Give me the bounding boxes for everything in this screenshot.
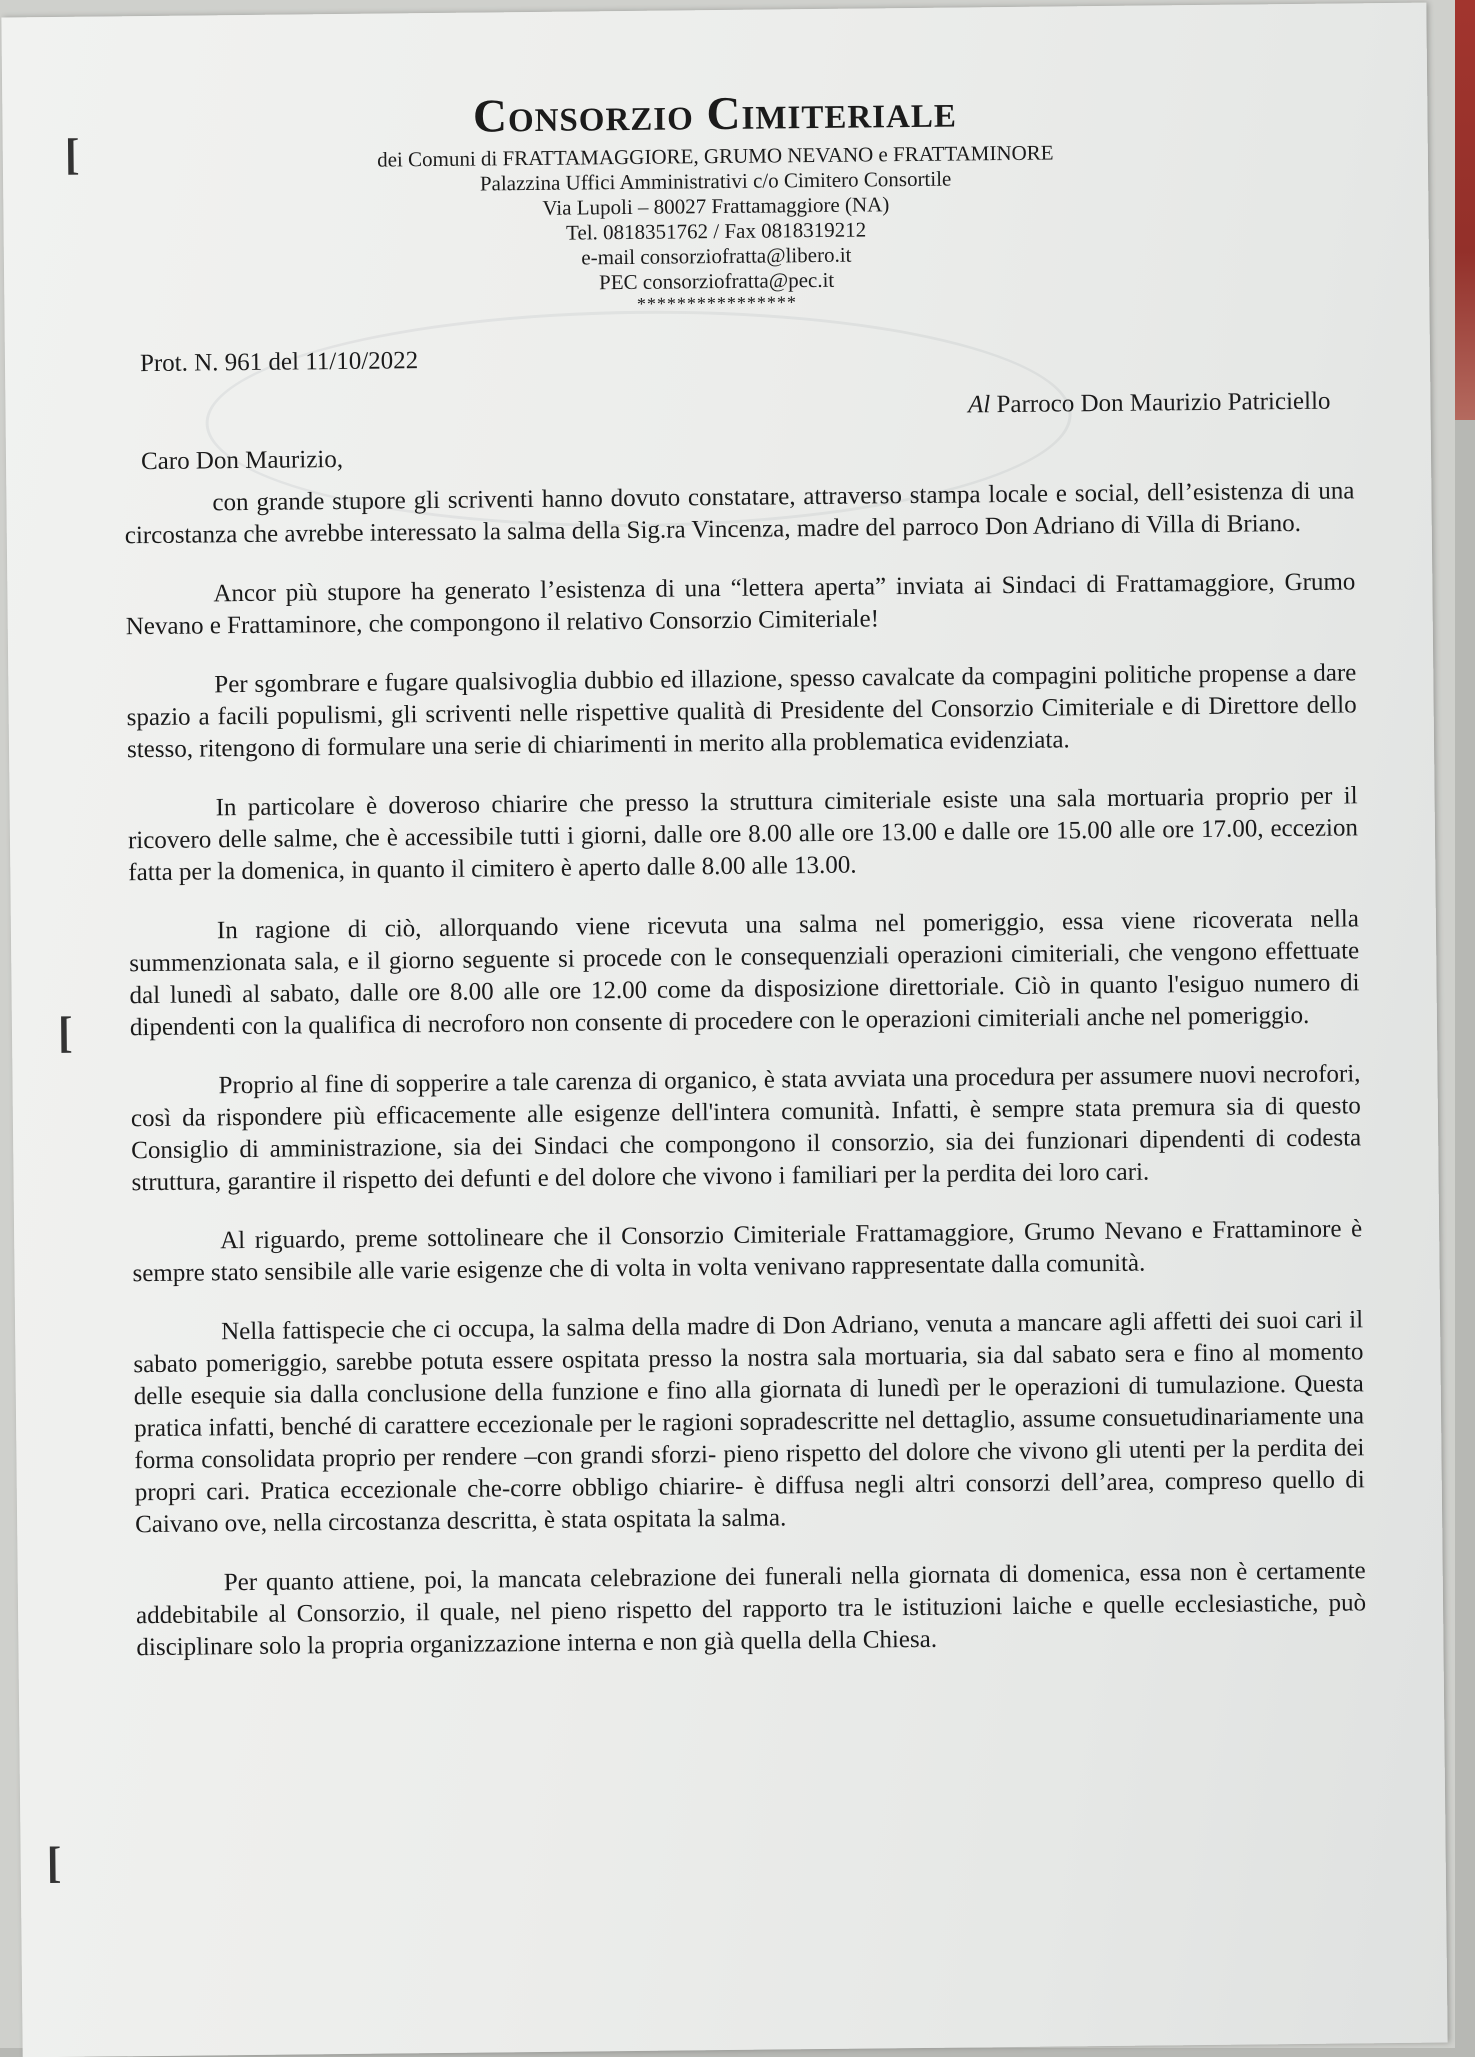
addressee-prefix: Al	[967, 391, 991, 419]
body-paragraph: Proprio al fine di sopperire a tale carenza di organico, è stata avviata una procedura per assumere nuovi necrofori, così da rispondere più efficacemente alle esigenze dell'intera comunità. Infatti, è sempre stata premura sia di questo Consiglio di amministrazione, sia dei Sindaci che compongono il consorzio, sia dei funzionari dipendenti di codesta struttura, garantire il rispetto dei defunti e del dolore che vivono i familiari per la perdita dei loro cari.	[130, 1060, 1362, 1197]
addressee-name: Parroco Don Maurizio Patriciello	[996, 387, 1331, 419]
body-paragraph: Per sgombrare e fugare qualsivoglia dubbio ed illazione, spesso cavalcate da compagini politiche propense a dare spazio a facili populismi, gli scriventi nelle rispettive qualità di Presidente del Consorzio Cimiteriale e di Direttore dello stesso, ritengono di formulare una serie di chiarimenti in merito alla problematica evidenziata.	[126, 659, 1357, 764]
letterhead-line: Palazzina Uffici Amministrativi c/o Cimitero Consortile	[479, 166, 952, 196]
letterhead-line: dei Comuni di FRATTAMAGGIORE, GRUMO NEVANO e FRATTAMINORE	[377, 140, 1054, 172]
letterhead-line: PEC consorziofratta@pec.it	[598, 267, 835, 295]
body-paragraph: con grande stupore gli scriventi hanno dovuto constatare, attraverso stampa locale e social, dell’esistenza di una circostanza che avrebbe interessato la salma della Sig.ra Vincenza, madre del parroco Don Adriano di Villa di Briano.	[124, 477, 1355, 550]
margin-bracket-mark: [	[57, 1007, 73, 1057]
letterhead-line: Tel. 0818351762 / Fax 0818319212	[565, 217, 867, 245]
protocol-number: Prot. N. 961 del 11/10/2022	[139, 347, 419, 378]
body-paragraph: Al riguardo, preme sottolineare che il Consorzio Cimiteriale Frattamaggiore, Grumo Nevano e Frattaminore è sempre stato sensibile alle varie esigenze che di volta in volta venivano rappresentate dalla comunità.	[132, 1215, 1363, 1288]
letterhead-title: Consorzio Cimiteriale	[472, 85, 958, 143]
letterhead	[2, 81, 1429, 320]
letter-page	[1, 3, 1447, 2057]
letterhead-line: Via Lupoli – 80027 Frattamaggiore (NA)	[542, 192, 890, 220]
body-paragraph: Nella fattispecie che ci occupa, la salma della madre di Don Adriano, venuta a mancare agli affetti dei suoi cari il sabato pomeriggio, sarebbe potuta essere ospitata presso la nostra sala mortuaria, sia dal sabato sera e fino al momento delle esequie sia dalla conclusione della funzione e fino alla giornata di lunedì per le operazioni di tumulazione. Questa pratica infatti, benché di carattere eccezionale per le ragioni sopradescritte nel dettaglio, assume consuetudinariamente una forma consolidata proprio per rendere –con grandi sforzi- pieno rispetto del dolore che vivono gli utenti per la perdita dei propri cari. Pratica eccezionale che-corre obbligo chiarire- è diffusa negli altri consorzi dell’area, compreso quello di Caivano ove, nella circostanza descritta, è stata ospitata la salma.	[133, 1306, 1365, 1539]
letterhead-line: e-mail consorziofratta@libero.it	[581, 242, 852, 270]
letter-body	[124, 475, 1367, 1691]
margin-bracket-mark: [	[46, 1837, 62, 1888]
addressee	[968, 388, 1331, 420]
salutation: Caro Don Maurizio,	[140, 445, 344, 476]
body-paragraph: Ancor più stupore ha generato l’esistenza di una “lettera aperta” inviata ai Sindaci di Frattamaggiore, Grumo Nevano e Frattaminore, che compongono il relativo Consorzio Cimiteriale!	[125, 568, 1356, 641]
body-paragraph: In particolare è doveroso chiarire che presso la struttura cimiteriale esiste una sala mortuaria proprio per il ricovero delle salme, che è accessibile tutti i giorni, dalle ore 8.00 alle ore 13.00 e dalle ore 15.00 alle ore 17.00, eccezion fatta per la domenica, in quanto il cimitero è aperto dalle 8.00 alle 13.00.	[127, 782, 1359, 887]
letterhead-separator: ****************	[636, 292, 797, 314]
margin-bracket-mark: [	[64, 129, 80, 179]
body-paragraph: Per quanto attiene, poi, la mancata celebrazione dei funerali nella giornata di domenica, essa non è certamente addebitabile al Consorzio, il quale, nel pieno rispetto del rapporto tra le istituzioni laiche e quelle ecclesiastiche, può disciplinare solo la propria organizzazione interna e non già quella della Chiesa.	[135, 1557, 1367, 1662]
body-paragraph: In ragione di ciò, allorquando viene ricevuta una salma nel pomeriggio, essa viene ricoverata nella summenzionata sala, e il giorno seguente si procede con le consequenziali operazioni cimiteriali, che vengono effettuate dal lunedì al sabato, dalle ore 8.00 alle ore 12.00 come da disposizione direttoriale. Ciò in quanto l'esiguo numero di dipendenti con la qualifica di necroforo non consente di procedere con le operazioni cimiteriali anche nel pomeriggio.	[129, 905, 1360, 1042]
